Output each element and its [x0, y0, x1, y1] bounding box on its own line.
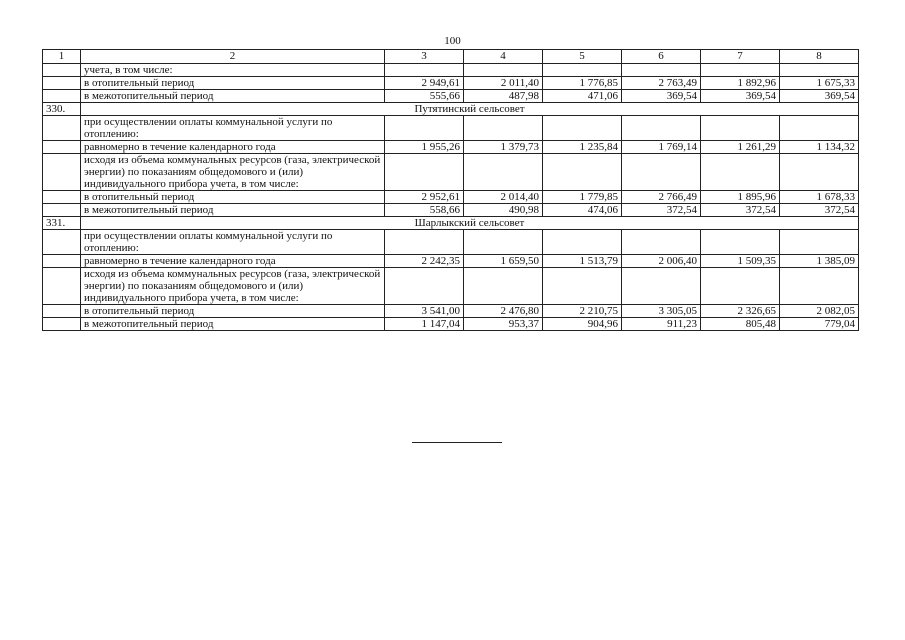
value-cell — [543, 116, 622, 141]
section-header-row — [43, 103, 859, 116]
row-index-cell — [43, 268, 81, 305]
value-cell — [543, 154, 622, 191]
value-cell: 2 242,35 — [385, 255, 464, 268]
value-cell — [385, 154, 464, 191]
value-cell: 779,04 — [780, 318, 859, 331]
row-index-cell — [43, 318, 81, 331]
section-title: Путятинский сельсовет — [81, 103, 859, 116]
value-cell — [780, 64, 859, 77]
value-cell: 372,54 — [701, 204, 780, 217]
table-header-row — [43, 50, 859, 64]
value-cell — [701, 268, 780, 305]
value-cell: 953,37 — [464, 318, 543, 331]
row-label: учета, в том числе: — [81, 64, 385, 77]
value-cell: 904,96 — [543, 318, 622, 331]
value-cell: 1 769,14 — [622, 141, 701, 154]
column-header: 5 — [543, 50, 622, 64]
column-header: 4 — [464, 50, 543, 64]
row-index-cell — [43, 204, 81, 217]
table-row — [43, 204, 859, 217]
table-row — [43, 191, 859, 204]
value-cell — [701, 154, 780, 191]
value-cell — [464, 268, 543, 305]
table-row — [43, 230, 859, 255]
row-index-cell — [43, 77, 81, 90]
value-cell: 2 326,65 — [701, 305, 780, 318]
value-cell: 490,98 — [464, 204, 543, 217]
value-cell — [385, 268, 464, 305]
value-cell: 474,06 — [543, 204, 622, 217]
value-cell — [780, 230, 859, 255]
value-cell — [701, 116, 780, 141]
row-label: в отопительный период — [81, 191, 385, 204]
row-index-cell — [43, 230, 81, 255]
row-index-cell — [43, 90, 81, 103]
value-cell: 2 011,40 — [464, 77, 543, 90]
value-cell — [701, 230, 780, 255]
row-label: при осуществлении оплаты коммунальной услуги по отоплению: — [81, 230, 385, 255]
row-label: в межотопительный период — [81, 318, 385, 331]
value-cell: 1 892,96 — [701, 77, 780, 90]
value-cell — [464, 116, 543, 141]
value-cell — [543, 268, 622, 305]
value-cell: 1 675,33 — [780, 77, 859, 90]
value-cell: 369,54 — [780, 90, 859, 103]
value-cell: 1 659,50 — [464, 255, 543, 268]
section-number: 330. — [43, 103, 81, 116]
value-cell — [385, 64, 464, 77]
value-cell — [385, 230, 464, 255]
value-cell — [464, 154, 543, 191]
value-cell — [780, 154, 859, 191]
value-cell — [622, 230, 701, 255]
value-cell — [622, 116, 701, 141]
value-cell: 2 210,75 — [543, 305, 622, 318]
value-cell: 558,66 — [385, 204, 464, 217]
value-cell: 372,54 — [622, 204, 701, 217]
row-index-cell — [43, 154, 81, 191]
value-cell: 1 261,29 — [701, 141, 780, 154]
section-title: Шарлыкский сельсовет — [81, 217, 859, 230]
column-header: 6 — [622, 50, 701, 64]
value-cell: 1 513,79 — [543, 255, 622, 268]
row-index-cell — [43, 116, 81, 141]
row-index-cell — [43, 255, 81, 268]
value-cell — [385, 116, 464, 141]
table-row — [43, 305, 859, 318]
value-cell: 1 385,09 — [780, 255, 859, 268]
value-cell — [701, 64, 780, 77]
value-cell: 1 678,33 — [780, 191, 859, 204]
value-cell: 2 006,40 — [622, 255, 701, 268]
value-cell — [543, 64, 622, 77]
value-cell: 1 379,73 — [464, 141, 543, 154]
table-row — [43, 77, 859, 90]
value-cell: 2 763,49 — [622, 77, 701, 90]
row-index-cell — [43, 191, 81, 204]
value-cell: 487,98 — [464, 90, 543, 103]
row-label: в отопительный период — [81, 77, 385, 90]
value-cell — [780, 268, 859, 305]
value-cell: 2 952,61 — [385, 191, 464, 204]
value-cell: 805,48 — [701, 318, 780, 331]
row-label: равномерно в течение календарного года — [81, 141, 385, 154]
row-index-cell — [43, 141, 81, 154]
column-header: 2 — [81, 50, 385, 64]
value-cell: 369,54 — [701, 90, 780, 103]
row-label: равномерно в течение календарного года — [81, 255, 385, 268]
section-header-row — [43, 217, 859, 230]
table-row — [43, 64, 859, 77]
value-cell: 1 776,85 — [543, 77, 622, 90]
row-label: исходя из объема коммунальных ресурсов (газа, электрической энергии) по показаниям общедомового и (или) индивидуального прибора учета, в том числе: — [81, 154, 385, 191]
value-cell — [780, 116, 859, 141]
value-cell — [543, 230, 622, 255]
value-cell: 1 134,32 — [780, 141, 859, 154]
value-cell: 1 895,96 — [701, 191, 780, 204]
value-cell: 1 779,85 — [543, 191, 622, 204]
column-header: 1 — [43, 50, 81, 64]
value-cell: 2 014,40 — [464, 191, 543, 204]
table-row — [43, 116, 859, 141]
row-label: в отопительный период — [81, 305, 385, 318]
value-cell — [464, 64, 543, 77]
row-index-cell — [43, 305, 81, 318]
row-label: исходя из объема коммунальных ресурсов (газа, электрической энергии) по показаниям общедомового и (или) индивидуального прибора учета, в том числе: — [81, 268, 385, 305]
section-number: 331. — [43, 217, 81, 230]
value-cell: 555,66 — [385, 90, 464, 103]
value-cell: 2 082,05 — [780, 305, 859, 318]
column-header: 7 — [701, 50, 780, 64]
column-header: 3 — [385, 50, 464, 64]
row-label: в межотопительный период — [81, 90, 385, 103]
table-row — [43, 268, 859, 305]
value-cell: 3 305,05 — [622, 305, 701, 318]
value-cell: 911,23 — [622, 318, 701, 331]
table-row — [43, 90, 859, 103]
end-of-document-rule — [412, 442, 502, 443]
row-label: в межотопительный период — [81, 204, 385, 217]
value-cell: 471,06 — [543, 90, 622, 103]
value-cell: 369,54 — [622, 90, 701, 103]
value-cell: 3 541,00 — [385, 305, 464, 318]
value-cell — [622, 154, 701, 191]
row-index-cell — [43, 64, 81, 77]
tariff-table — [42, 49, 859, 331]
value-cell: 1 147,04 — [385, 318, 464, 331]
value-cell: 1 235,84 — [543, 141, 622, 154]
table-row — [43, 255, 859, 268]
value-cell: 1 509,35 — [701, 255, 780, 268]
row-label: при осуществлении оплаты коммунальной услуги по отоплению: — [81, 116, 385, 141]
value-cell: 2 949,61 — [385, 77, 464, 90]
value-cell: 2 766,49 — [622, 191, 701, 204]
value-cell: 1 955,26 — [385, 141, 464, 154]
value-cell — [622, 64, 701, 77]
column-header: 8 — [780, 50, 859, 64]
table-row — [43, 141, 859, 154]
value-cell — [464, 230, 543, 255]
table-row — [43, 154, 859, 191]
value-cell: 372,54 — [780, 204, 859, 217]
table-row — [43, 318, 859, 331]
value-cell — [622, 268, 701, 305]
page-number: 100 — [444, 35, 461, 47]
value-cell: 2 476,80 — [464, 305, 543, 318]
